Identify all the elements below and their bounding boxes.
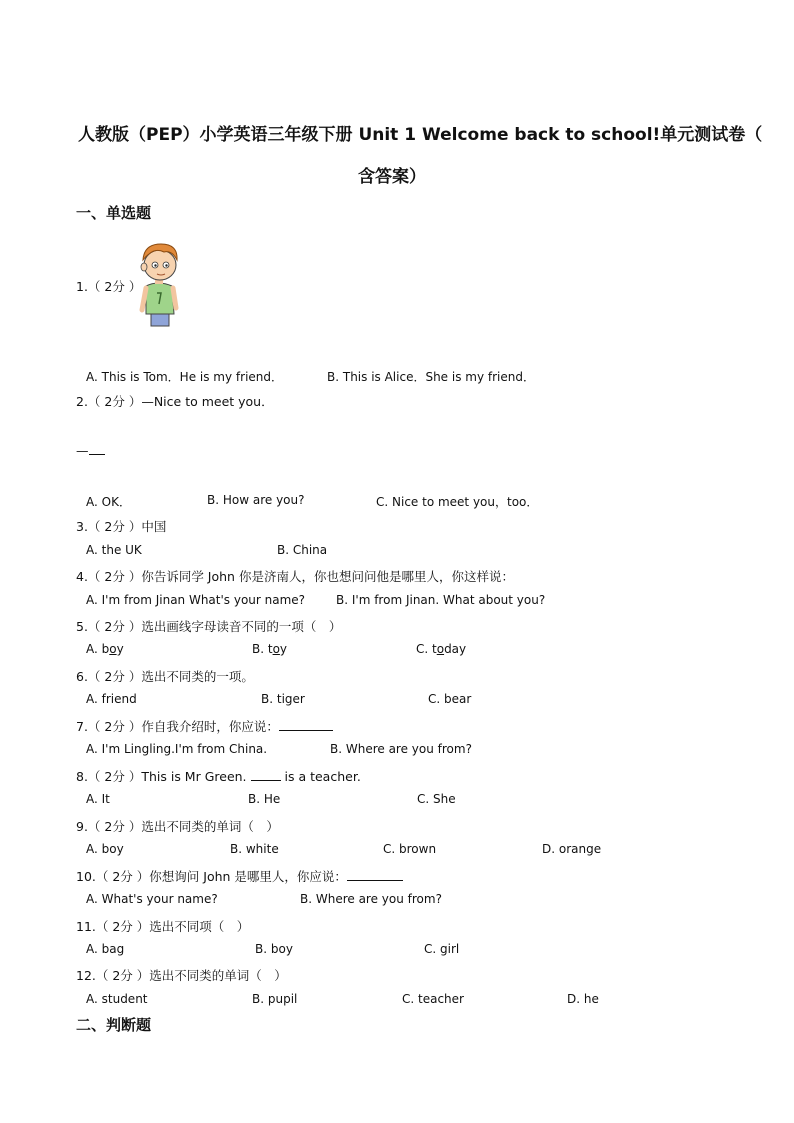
question-5 — [76, 617, 341, 635]
question-1-option-b[interactable]: B. This is Alice．She is my friend． — [327, 370, 535, 384]
page-title-line-2: 含答案） — [358, 167, 426, 187]
question-6-option-b[interactable]: B. tiger — [261, 692, 305, 706]
question-12-option-a[interactable]: A. student — [86, 992, 148, 1006]
question-8-text-after: is a teacher. — [284, 769, 361, 784]
question-1-prefix: 1.（ 2分 ） — [76, 279, 142, 294]
question-9 — [76, 817, 279, 835]
question-1-option-a[interactable]: A. This is Tom．He is my friend． — [86, 370, 284, 384]
option-rest: day — [444, 642, 467, 656]
question-12-prefix: 12.（ 2分 ） — [76, 968, 150, 983]
answer-blank[interactable] — [347, 869, 403, 881]
question-3 — [76, 517, 166, 535]
question-8 — [76, 767, 361, 785]
question-9-prefix: 9.（ 2分 ） — [76, 819, 142, 834]
question-9-option-b[interactable]: B. white — [230, 842, 279, 856]
answer-blank[interactable] — [279, 719, 333, 731]
question-5-text: 选出画线字母读音不同的一项（ ） — [141, 619, 342, 634]
question-7-text: 作自我介绍时，你应说： — [141, 719, 279, 734]
question-7 — [76, 717, 333, 735]
option-rest: y — [279, 642, 288, 656]
question-8-option-a[interactable]: A. It — [86, 792, 110, 806]
question-7-prefix: 7.（ 2分 ） — [76, 719, 142, 734]
question-3-text: 中国 — [141, 519, 167, 534]
question-8-text-before: This is Mr Green. — [141, 769, 247, 784]
question-12-text: 选出不同类的单词（ ） — [149, 968, 287, 983]
question-2-option-b[interactable]: B. How are you? — [207, 493, 305, 507]
question-4-text: 你告诉同学 John 你是济南人，你也想问问他是哪里人，你这样说： — [141, 569, 514, 584]
question-11-option-c[interactable]: C. girl — [424, 942, 460, 956]
question-12-option-c[interactable]: C. teacher — [402, 992, 464, 1006]
question-9-option-a[interactable]: A. boy — [86, 842, 124, 856]
question-10-option-b[interactable]: B. Where are you from? — [300, 892, 442, 906]
question-2 — [76, 392, 274, 410]
question-10-text: 你想询问 John 是哪里人，你应说： — [149, 869, 347, 884]
question-2-text: —Nice to meet you． — [141, 394, 274, 409]
option-label: B. t — [252, 642, 273, 656]
question-9-option-d[interactable]: D. orange — [542, 842, 602, 856]
option-label: C. t — [416, 642, 437, 656]
question-11-option-a[interactable]: A. bag — [86, 942, 125, 956]
answer-blank[interactable] — [251, 769, 281, 781]
underlined-letter: o — [272, 642, 280, 656]
underlined-letter: o — [109, 642, 117, 656]
question-2-answer-line[interactable] — [76, 443, 105, 458]
question-8-option-b[interactable]: B. He — [248, 792, 281, 806]
question-8-option-c[interactable]: C. She — [417, 792, 456, 806]
option-rest: y — [116, 642, 124, 656]
question-6-option-c[interactable]: C. bear — [428, 692, 472, 706]
question-2-option-a[interactable]: A. OK． — [86, 495, 131, 509]
question-10-option-a[interactable]: A. What's your name? — [86, 892, 218, 906]
question-7-option-b[interactable]: B. Where are you from? — [330, 742, 472, 756]
question-12 — [76, 966, 287, 984]
question-7-option-a[interactable]: A. I'm Lingling.I'm from China. — [86, 742, 268, 756]
question-6 — [76, 667, 254, 685]
question-6-option-a[interactable]: A. friend — [86, 692, 137, 706]
question-3-option-a[interactable]: A. the UK — [86, 543, 142, 557]
question-6-prefix: 6.（ 2分 ） — [76, 669, 142, 684]
question-4-option-b[interactable]: B. I'm from Jinan. What about you? — [336, 593, 546, 607]
question-2-option-c[interactable]: C. Nice to meet you，too． — [376, 495, 539, 509]
question-5-option-a[interactable] — [86, 642, 124, 656]
question-4-option-a[interactable]: A. I'm from Jinan What's your name? — [86, 593, 306, 607]
question-4-prefix: 4.（ 2分 ） — [76, 569, 142, 584]
question-4 — [76, 567, 514, 585]
question-12-option-b[interactable]: B. pupil — [252, 992, 298, 1006]
question-5-prefix: 5.（ 2分 ） — [76, 619, 142, 634]
section-heading-single-choice: 一、单选题 — [76, 204, 152, 222]
question-10 — [76, 867, 403, 885]
question-11 — [76, 917, 249, 935]
question-9-text: 选出不同类的单词（ ） — [141, 819, 279, 834]
question-2-prefix: 2.（ 2分 ） — [76, 394, 142, 409]
boy-illustration — [134, 238, 182, 330]
page-title-line-1: 人教版（PEP）小学英语三年级下册 Unit 1 Welcome back to school!单元测试卷（ — [78, 125, 763, 145]
question-10-prefix: 10.（ 2分 ） — [76, 869, 150, 884]
question-11-text: 选出不同项（ ） — [149, 919, 250, 934]
question-5-option-b[interactable] — [252, 642, 287, 656]
question-12-option-d[interactable]: D. he — [567, 992, 599, 1006]
section-heading-true-false: 二、判断题 — [76, 1016, 152, 1034]
option-label: A. b — [86, 642, 110, 656]
question-8-prefix: 8.（ 2分 ） — [76, 769, 142, 784]
question-6-text: 选出不同类的一项。 — [141, 669, 254, 684]
underlined-letter: o — [436, 642, 445, 656]
question-3-prefix: 3.（ 2分 ） — [76, 519, 142, 534]
question-11-prefix: 11.（ 2分 ） — [76, 919, 150, 934]
answer-dash: — — [76, 443, 89, 458]
question-11-option-b[interactable]: B. boy — [255, 942, 293, 956]
question-9-option-c[interactable]: C. brown — [383, 842, 437, 856]
question-5-option-c[interactable] — [416, 642, 466, 656]
question-3-option-b[interactable]: B. China — [277, 543, 328, 557]
